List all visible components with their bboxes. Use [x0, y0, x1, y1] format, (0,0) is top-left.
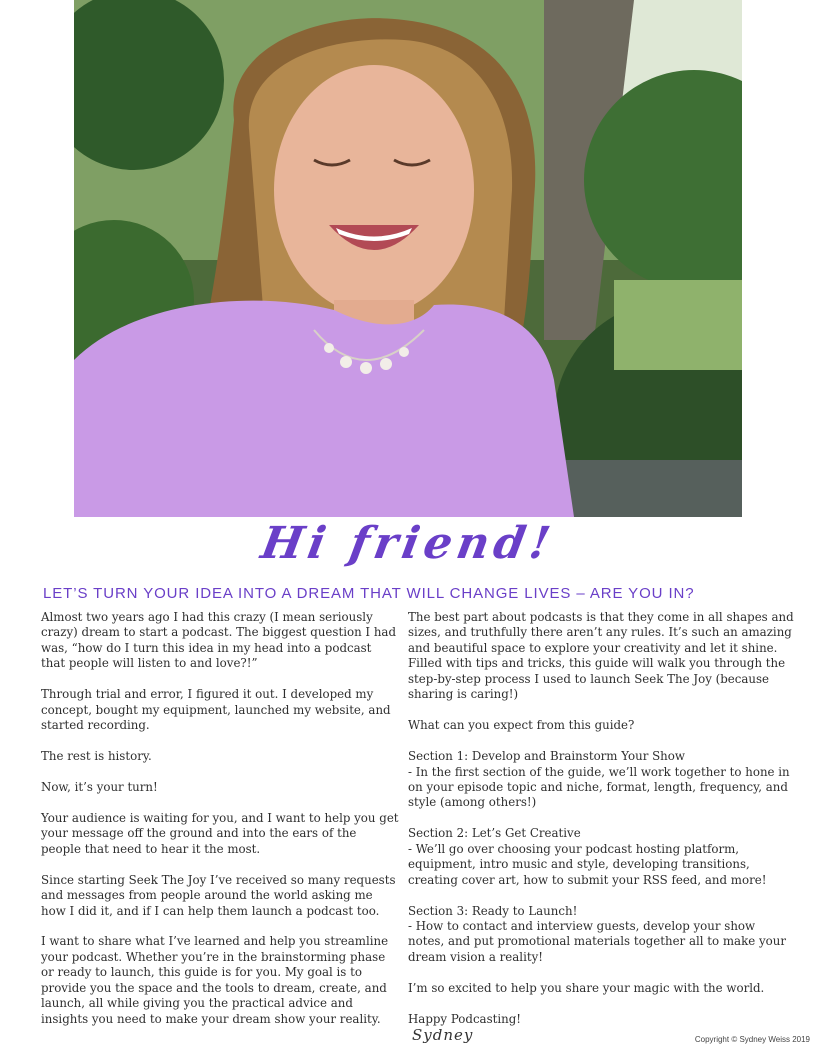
paragraph-closing: I’m so excited to help you share your magic with the world. — [408, 980, 765, 995]
section-3 — [408, 904, 794, 966]
section-text: - In the first section of the guide, we’ll work together to hone in on your episode topic and niche, format, length, frequency, and style (among others!) — [408, 764, 790, 810]
section-title: Section 2: Let’s Get Creative — [408, 826, 581, 841]
copyright-notice: Copyright © Sydney Weiss 2019 — [694, 1035, 810, 1044]
section-text: - How to contact and interview guests, develop your show notes, and put promotional materials together all to make your dream vision a reality! — [408, 919, 786, 964]
paragraph: Your audience is waiting for you, and I want to help you get your message off the ground and into the ears of the people that need to hear it the most. — [41, 810, 399, 856]
right-column — [408, 610, 794, 1043]
hero-photo-illustration — [74, 0, 742, 517]
left-column — [41, 610, 399, 1043]
tagline: LET’S TURN YOUR IDEA INTO A DREAM THAT WILL CHANGE LIVES – ARE YOU IN? — [43, 585, 695, 602]
section-title: Section 1: Develop and Brainstorm Your Show — [408, 749, 685, 764]
paragraph: I want to share what I’ve learned and help you streamline your podcast. Whether you’re in the brainstorming phase or ready to launch, this guide is for you. My goal is to provide you the space and the tools to dream, create, and launch, all while giving you the practical advice and insights you need to make your dream show your reality. — [41, 934, 389, 1026]
signature: Sydney — [412, 1026, 474, 1044]
paragraph: The rest is history. — [41, 749, 152, 764]
paragraph: Through trial and error, I figured it out. I developed my concept, bought my equipment, launched my website, and started recording. — [41, 687, 391, 733]
hero-photo — [74, 0, 742, 517]
section-text: - We’ll go over choosing your podcast hosting platform, equipment, intro music and style, developing transitions, creating cover art, how to submit your RSS feed, and more! — [408, 841, 767, 887]
paragraph: Almost two years ago I had this crazy (I mean seriously crazy) dream to start a podcast. The biggest question I had was, “how do I turn this idea in my head into a podcast that people will listen to and love?!” — [41, 610, 397, 671]
paragraph-question: What can you expect from this guide? — [408, 718, 635, 733]
greeting-title: Hi friend! — [257, 518, 559, 569]
section-1 — [408, 749, 794, 811]
section-title: Section 3: Ready to Launch! — [408, 903, 578, 918]
paragraph-intro: The best part about podcasts is that they come in all shapes and sizes, and truthfully there aren’t any rules. It’s such an amazing and beautiful space to explore your creativity and let it shine. Filled with tips and tricks, this guide will walk you through the step-by-step process I used to launch Seek The Joy (because sharing is caring!) — [408, 610, 794, 702]
paragraph: Now, it’s your turn! — [41, 779, 158, 794]
section-2 — [408, 826, 794, 888]
paragraph: Since starting Seek The Joy I’ve received so many requests and messages from people around the world asking me how I did it, and if I can help them launch a podcast too. — [41, 872, 396, 918]
signoff: Happy Podcasting! — [408, 1011, 522, 1026]
